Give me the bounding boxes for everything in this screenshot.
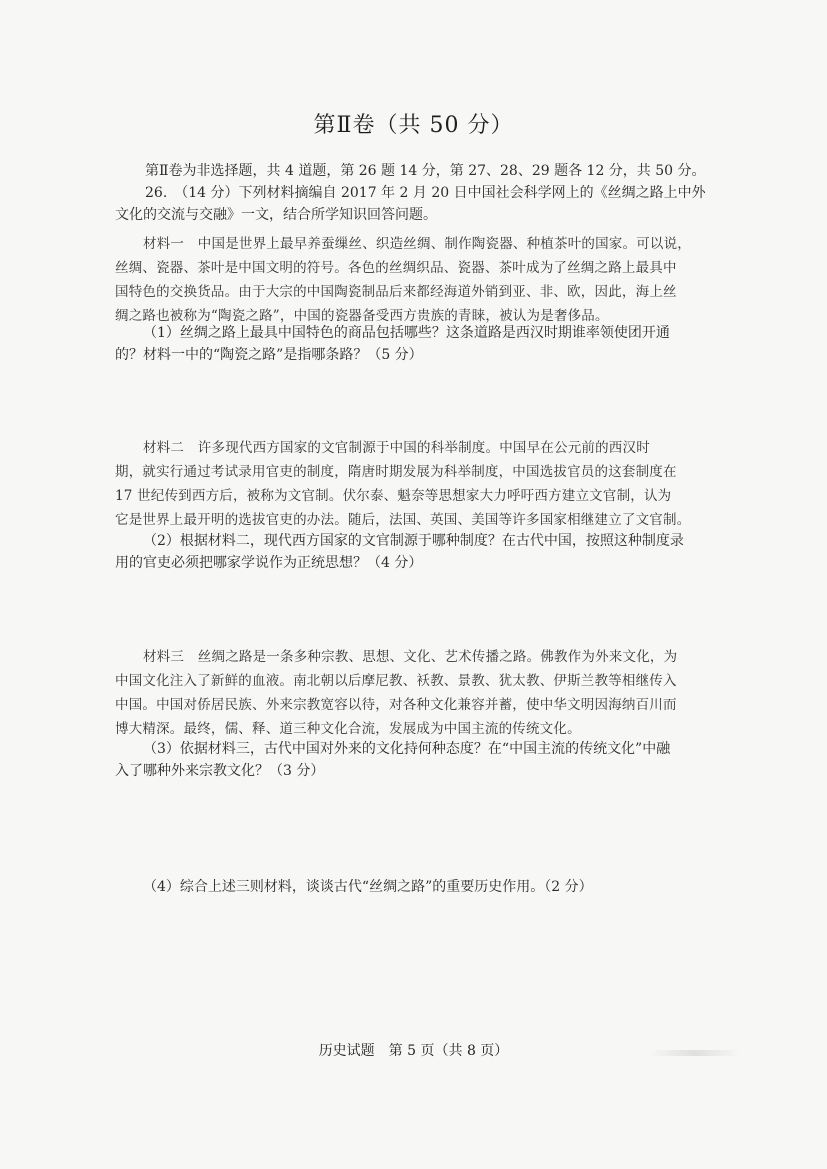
sub-question-3 [115, 738, 739, 782]
material-3-line: 中国文化注入了新鲜的血液。南北朝以后摩尼教、袄教、景教、犹太教、伊斯兰教等相继传入 [115, 673, 677, 689]
scan-smudge [650, 1050, 740, 1056]
intro-block [115, 160, 739, 226]
material-2-line: 它是世界上最开明的选拔官吏的办法。随后，法国、英国、美国等许多国家相继建立了文官制。 [115, 512, 691, 528]
sub-question-3-line-2: 入了哪种外来宗教文化？（3 分） [115, 763, 325, 779]
material-1-line: 丝绸、瓷器、茶叶是中国文明的符号。各色的丝绸织品、瓷器、茶叶成为了丝绸之路上最具中 [115, 260, 677, 276]
sub-question-3-line-1: （3）依据材料三，古代中国对外来的文化持何种态度？在“中国主流的传统文化”中融 [143, 741, 671, 757]
material-2-line: 期，就实行通过考试录用官吏的制度，隋唐时期发展为科举制度，中国选拔官员的这套制度在 [115, 464, 677, 480]
sub-question-1 [115, 322, 739, 366]
material-1-line: 材料一 中国是世界上最早养蚕缫丝、织造丝绸、制作陶瓷器、种植茶叶的国家。可以说， [143, 236, 691, 252]
sub-question-2 [115, 530, 739, 574]
material-1 [115, 232, 739, 328]
material-2-line: 材料二 许多现代西方国家的文官制源于中国的科举制度。中国早在公元前的西汉时 [143, 440, 650, 456]
material-2-line: 17 世纪传到西方后，被称为文官制。伏尔泰、魁奈等思想家大力呼吁西方建立文官制，认为 [115, 488, 672, 504]
question-26-stem-line-1: 26. （14 分）下列材料摘编自 2017 年 2 月 20 日中国社会科学网上的《丝绸之路上中外 [145, 185, 706, 201]
sub-question-4 [115, 876, 739, 898]
material-2 [115, 436, 739, 532]
sub-question-2-line-2: 用的官吏必须把哪家学说作为正统思想？（4 分） [115, 555, 423, 571]
material-3 [115, 645, 739, 741]
material-3-line: 博大精深。最终，儒、释、道三种文化合流，发展成为中国主流的传统文化。 [115, 721, 581, 737]
question-26-stem-line-2: 文化的交流与交融》一文，结合所学知识回答问题。 [115, 207, 437, 223]
section-intro: 第Ⅱ卷为非选择题，共 4 道题，第 26 题 14 分，第 27、28、29 题各 12 分，共 50 分。 [145, 163, 706, 179]
sub-question-2-line-1: （2）根据材料二，现代西方国家的文官制源于哪种制度？在古代中国，按照这种制度录 [143, 533, 684, 549]
material-3-line: 中国。中国对侨居民族、外来宗教宽容以待，对各种文化兼容并蓄，使中华文明因海纳百川而 [115, 697, 677, 713]
sub-question-1-line-2: 的？材料一中的“陶瓷之路”是指哪条路？（5 分） [115, 347, 423, 363]
material-3-line: 材料三 丝绸之路是一条多种宗教、思想、文化、艺术传播之路。佛教作为外来文化，为 [143, 649, 678, 665]
sub-question-4-line-1: （4）综合上述三则材料，谈谈古代“丝绸之路”的重要历史作用。（2 分） [143, 879, 593, 895]
material-1-line: 绸之路也被称为“陶瓷之路”，中国的瓷器备受西方贵族的青睐，被认为是奢侈品。 [115, 308, 609, 324]
page-footer: 历史试题 第 5 页（共 8 页） [318, 1043, 509, 1059]
material-1-line: 国特色的交换货品。由于大宗的中国陶瓷制品后来都经海道外销到亚、非、欧，因此，海上丝 [115, 284, 677, 300]
sub-question-1-line-1: （1）丝绸之路上最具中国特色的商品包括哪些？这条道路是西汉时期谁率领使团开通 [143, 325, 670, 341]
section-title: 第Ⅱ卷（共 50 分） [313, 113, 514, 138]
